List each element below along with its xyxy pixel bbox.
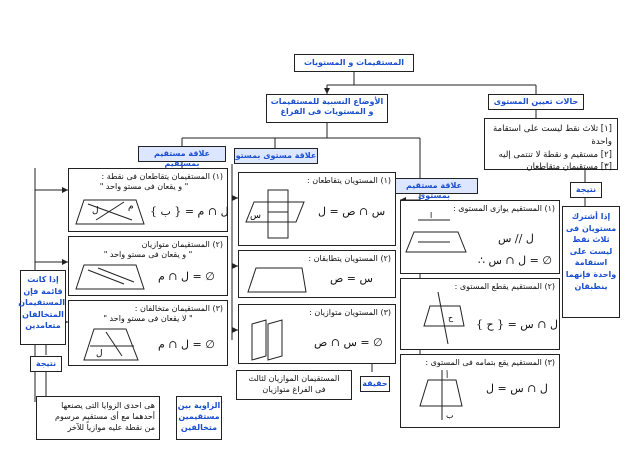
- determination-cases-box: [484, 118, 618, 173]
- result-2-line-2: قائمة فإن: [23, 286, 63, 296]
- line-line-eq-3: ل ∩ م = ∅: [158, 338, 215, 351]
- figure-line-parallel-plane: [404, 212, 468, 254]
- plane-plane-case-3-title: (٣) المستويان متوازيان :: [309, 308, 391, 317]
- angle-label-box: [176, 396, 222, 440]
- fact-label-box: حقيقة: [360, 376, 390, 392]
- fig-label-b: ب: [446, 411, 454, 420]
- result-1-line-3: ثلاث نقط: [572, 235, 610, 245]
- fig-label-a: أ: [430, 212, 433, 220]
- fig-label-l: ل: [92, 206, 99, 216]
- result-label-2: نتيجة: [30, 356, 62, 372]
- plane-plane-eq-2: س = ص: [330, 272, 373, 285]
- result-1-line-6: واحدة فإنهما: [565, 269, 617, 279]
- angle-label-2: مستقيمين: [178, 412, 220, 422]
- result-1-line-2: مستويان فى: [565, 223, 617, 233]
- line-line-case-3-title: (٣) المستقيمان متخالفان :: [134, 304, 223, 313]
- line-line-case-2-sub: " و يقعان فى مستو واحد ": [103, 250, 193, 259]
- result-1-line-4: ليست على: [569, 246, 613, 256]
- result-2-line-1: إذا كانت: [27, 275, 59, 284]
- line-plane-eq-1a: ل // س: [498, 232, 534, 245]
- result-box-1: [562, 206, 620, 318]
- figure-intersecting-lines: [74, 196, 146, 228]
- line-line-case-1-title: (١) المستقيمان يتقاطعان فى نقطة :: [101, 172, 223, 181]
- line-plane-case-1-title: (١) المستقيم يوازى المستوى :: [453, 204, 555, 213]
- fact-text-2: فى الفراغ متوازيان: [262, 384, 326, 394]
- result-1-line-7: ينطبقان: [574, 281, 608, 291]
- line-line-eq-2: ل ∩ م = ∅: [158, 270, 215, 283]
- root-title: المستقيمات و المستويات: [294, 54, 414, 72]
- fact-text-1: المستقيمان الموازيان لثالث: [248, 374, 340, 383]
- fig-label-h: ح: [448, 313, 454, 322]
- figure-coincident-planes: [246, 266, 308, 294]
- line-line-case-1-sub: " و يقعان فى مستو واحد ": [99, 182, 189, 191]
- header-line-plane: علاقة مستقيم بمستوى: [390, 178, 478, 194]
- angle-label-1: الزاوية بين: [177, 401, 221, 410]
- fig-label-l2: ل: [96, 349, 103, 359]
- figure-parallel-lines: [74, 262, 146, 292]
- line-plane-case-3-title: (٣) المستقيم يقع بتمامه فى المستوى :: [425, 358, 555, 367]
- result-2-line-3: المستقيمان: [18, 298, 65, 308]
- result-1-line-1: إذا أشترك: [571, 212, 611, 221]
- figure-skew-lines: [82, 326, 142, 364]
- figure-parallel-planes: [246, 318, 290, 362]
- line-line-eq-1: ل ∩ م = { ب }: [150, 205, 229, 218]
- angle-definition-box: [36, 396, 160, 440]
- angle-text-1: هى احدى الزوايا التى يصنعها: [61, 401, 155, 410]
- fig-label-a2: أ: [446, 371, 449, 380]
- figure-intersecting-planes: [244, 188, 310, 242]
- fig-label-s: س: [250, 211, 261, 221]
- result-box-2: [20, 270, 66, 345]
- line-line-case-3-sub: " لا يقعان فى مستو واحد ": [103, 314, 193, 323]
- result-label-1: نتيجة: [570, 182, 602, 198]
- line-line-case-2-title: (٢) المستقيمان متوازيان: [141, 240, 223, 249]
- result-2-line-4: المتخالفان: [22, 309, 64, 319]
- determination-case-3: [٣] مستقيمان متقاطعان: [526, 162, 612, 173]
- result-1-line-5: استقامة: [574, 258, 608, 268]
- relative-positions-line-2: و المستويات فى الفراغ: [280, 107, 374, 116]
- plane-plane-case-1-title: (١) المستويان يتقاطعان :: [306, 176, 391, 185]
- angle-label-3: متخالفين: [180, 423, 218, 433]
- angle-text-2: أحدهما مع أى مستقيم مرسوم: [55, 412, 155, 422]
- plane-plane-eq-3: س ∩ ص = ∅: [314, 336, 383, 349]
- determination-case-2: [٢] مستقيم و نقطة لا تنتمى إليه: [498, 149, 612, 160]
- figure-line-in-plane: [416, 366, 466, 424]
- plane-plane-eq-1: س ∩ ص = ل: [318, 205, 386, 218]
- angle-text-3: من نقطة عليه موازياً للآخر: [67, 423, 155, 433]
- line-plane-eq-3: ل ∩ س = ل: [486, 382, 548, 395]
- plane-determination-box: حالات تعيين المستوى: [488, 94, 584, 110]
- determination-case-1: [١] ثلاث نقط ليست على استقامة واحدة: [492, 124, 612, 147]
- line-plane-eq-1b: ∴ ل ∩ س = ∅: [478, 254, 552, 267]
- header-line-line: علاقة مستقيم بمستقيم: [138, 146, 226, 162]
- relative-positions-line-1: الأوضاع النسبية للمستقيمات: [270, 97, 384, 106]
- line-plane-case-2-title: (٢) المستقيم يقطع المستوى :: [454, 282, 555, 291]
- figure-line-crosses-plane: [420, 290, 466, 346]
- fact-text-box: [236, 370, 352, 400]
- relative-positions-box: [266, 94, 388, 123]
- header-plane-plane: علاقة مستوى بمستو: [234, 148, 318, 164]
- fig-label-m: م: [128, 202, 134, 212]
- plane-plane-case-2-title: (٢) المستويان يتطابقان :: [308, 254, 391, 263]
- line-plane-eq-2: ل ∩ س = { ح }: [476, 318, 558, 331]
- result-2-line-5: متعامدين: [25, 321, 61, 331]
